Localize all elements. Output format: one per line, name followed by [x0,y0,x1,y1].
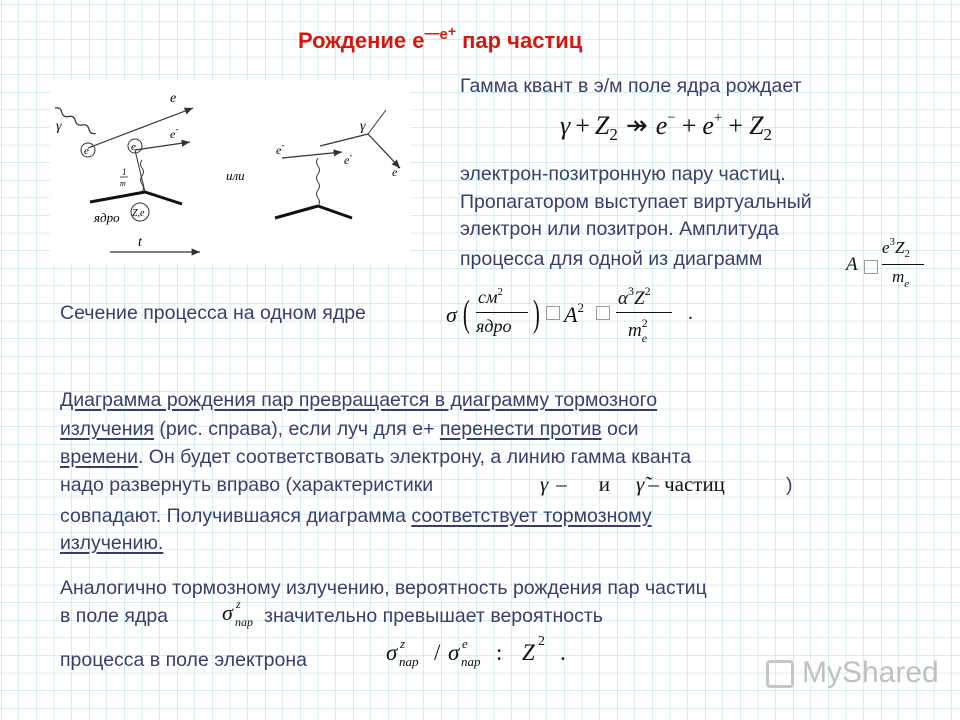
svg-text:m: m [120,179,126,188]
intro-line-1: Гамма квант в э/м поле ядра рождает [460,75,802,97]
amplitude-formula: A $e^3Z_2$ $m_e$ [842,236,932,296]
gamma-label-left: γ [56,119,62,134]
cross-section-label: Сечение процесса на одном ядре [60,302,366,324]
circle-e1: e [84,145,89,157]
para2-line-1: Аналогично тормозному излучению, вероятность рождения пар частиц [60,577,707,599]
time-label: t [138,235,142,250]
para1-line-3: времени. Он будет соответствовать электрону, а линию гамма кванта [60,446,692,468]
reaction-formula: $\gamma + Z_2$ ↠ $e^- + e^+ + Z_2$ [560,110,773,144]
para2-line-3: процесса в поле электрона [60,649,307,671]
para2-line-2b: значительно превышает вероятность [264,605,603,627]
sigma-z-par: σ z пар [222,597,253,629]
cross-section-formula: σ ( $см^2$ ядро ) $A^2$ $\alpha^3Z^2$ $m^2_e$ . [446,284,693,345]
electron-mid-label: e- [344,150,353,167]
nucleus-label: ядро [94,210,120,225]
electron-right-label: e- [392,162,401,179]
watermark-text: MyShared [802,656,939,689]
title-prefix: Рождение e [298,28,425,53]
particle-characteristics-formula: γ – и γ̃ – частиц [540,472,725,496]
electron-in-label: e- [276,140,285,157]
para1-line-5: совпадают. Получившаяся диаграмма соответствует тормозному [60,505,652,527]
title-suffix: пар частиц [456,28,583,53]
feynman-diagram [50,80,410,264]
para1-line-4-paren: ) [786,474,793,496]
electron-out-label: e [170,91,177,106]
watermark-logo-icon [766,660,794,688]
positron-label-left: e- [170,124,179,141]
intro-line-5: процесса для одной из диаграмм [460,248,763,270]
nucleus-circle-label: Z,e [132,208,145,219]
para1-line-1: Диаграмма рождения пар превращается в диаграмму тормозного [60,389,658,411]
gamma-label-right: γ [360,119,366,134]
para1-line-4: надо развернуть вправо (характеристики [60,474,434,496]
circle-e2: e [131,141,136,153]
or-label: или [226,168,245,183]
ratio-formula: σ z пар / σ e пар : Z 2 . [386,634,566,669]
intro-line-4: электрон или позитрон. Амплитуда [460,218,779,240]
one-over-m: 1 [122,167,127,177]
slide-title: Рождение $e^{—e+}$ пар частиц [298,23,583,53]
intro-line-3: Пропагатором выступает виртуальный [460,191,812,213]
para1-line-2: излучения (рис. справа), если луч для e+ перенести против оси [60,418,639,440]
para1-line-6: излучению. [60,532,164,554]
para2-line-2a: в поле ядра [60,605,169,627]
intro-line-2: электрон-позитронную пару частиц. [460,163,786,185]
